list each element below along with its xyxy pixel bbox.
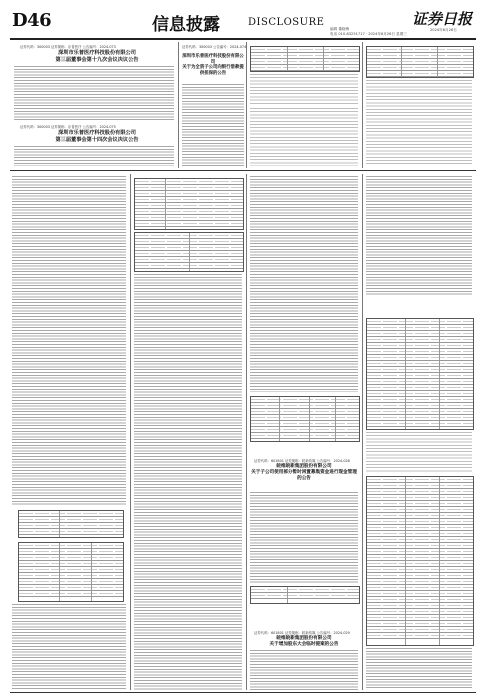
table-row (251, 593, 359, 599)
notice-body-text (12, 604, 126, 690)
notice-body-text (14, 146, 174, 166)
notice-body-text (250, 108, 358, 166)
table-column-rule (405, 319, 406, 429)
stock-code-line: 证券代码：300003 证券简称：乐普医疗 公告编号：2024-073 (20, 45, 116, 49)
notice-title-block (250, 464, 358, 481)
notice-body-text (366, 80, 472, 166)
table-row (367, 71, 473, 77)
notice-company: 皖维皖新集团股份有限公司 (276, 464, 332, 469)
notice-body-text (14, 66, 174, 122)
data-table (366, 46, 474, 78)
table-column-rule (405, 477, 406, 645)
notice-body-text (366, 648, 472, 690)
notice-title: 第三届董事会第十九次会议决议公告 (55, 56, 139, 63)
meta-line: 电话 010-83251717 · 2024年6月26日 星期三 (330, 31, 407, 36)
notice-body-text (366, 176, 472, 296)
notice-title-block (182, 54, 244, 76)
table-column-rule (439, 477, 440, 645)
notice-title: 关于增加股东大会临时提案的公告 (269, 641, 339, 647)
table-row (19, 529, 123, 535)
data-table (366, 476, 474, 646)
notice-title: 第三届董事会第十四次会议决议公告 (55, 136, 139, 143)
notice-title-block (22, 50, 172, 63)
table-row (367, 421, 473, 427)
table-column-rule (59, 543, 60, 601)
meta-line: 编辑 董晓梅 (330, 27, 350, 31)
notice-company: 深圳市乐普医疗科技股份有限公司 (58, 130, 136, 136)
table-column-rule (437, 47, 438, 77)
masthead-meta-left (330, 27, 407, 36)
brand-logo: 证券日报 (411, 10, 472, 28)
table-column-rule (279, 397, 280, 441)
stock-code-line: 证券代码：601801 证券简称：皖新传媒 公告编号：2024-029 (254, 631, 350, 635)
masthead (10, 8, 476, 40)
notice-body-text (182, 84, 244, 166)
table-row (251, 65, 359, 71)
table-row (367, 633, 473, 639)
table-column-rule (287, 587, 288, 603)
notice-body-text (250, 492, 358, 584)
data-table (134, 232, 244, 272)
table-column-rule (439, 319, 440, 429)
notice-body-text (134, 274, 242, 690)
data-table (250, 586, 360, 604)
section-title-en: DISCLOSURE (248, 17, 325, 28)
meta-line: 2024年6月26日 (430, 28, 457, 32)
table-row (19, 591, 123, 597)
notice-company: 深圳市乐普医疗科技股份有限公司 (182, 54, 244, 65)
data-table (18, 542, 124, 602)
column-divider (130, 174, 131, 690)
notice-title: 关于子公司使用部分暂时闲置募集资金进行现金管理的公告 (251, 469, 357, 481)
data-table (250, 46, 360, 72)
masthead-meta-right (430, 28, 457, 33)
stock-code-line: 证券代码：300003 证券简称：乐普医疗 公告编号：2024-075 (20, 125, 116, 129)
column-divider (362, 42, 363, 168)
section-divider (10, 170, 476, 171)
column-divider (246, 42, 247, 168)
column-divider (362, 174, 363, 690)
notice-company: 皖维皖新集团股份有限公司 (276, 636, 332, 641)
data-table (250, 396, 360, 442)
notice-body-text (250, 176, 358, 392)
table-column-rule (91, 543, 92, 601)
page-number: D46 (12, 10, 52, 31)
data-table (134, 178, 244, 230)
page-bottom-rule (10, 692, 476, 693)
data-table (18, 510, 124, 538)
table-column-rule (189, 233, 190, 271)
table-row (135, 221, 243, 227)
notice-body-text (250, 650, 358, 690)
table-column-rule (59, 511, 60, 537)
notice-company: 深圳市乐普医疗科技股份有限公司 (58, 50, 136, 56)
column-divider (246, 174, 247, 690)
column-divider (178, 42, 179, 168)
table-column-rule (165, 179, 166, 229)
notice-title: 关于为全资子公司向银行借款提供担保的公告 (182, 65, 244, 76)
notice-title-block (250, 636, 358, 648)
data-table (366, 318, 474, 430)
stock-code-line: 证券代码：601801 证券简称：皖新传媒 公告编号：2024-028 (254, 459, 350, 463)
notice-body-text (12, 176, 126, 506)
table-row (251, 433, 359, 439)
table-column-rule (335, 397, 336, 441)
stock-code-line: 证券代码：300003 公告编号：2024-074 (182, 45, 247, 49)
notice-body-text (366, 432, 472, 472)
notice-title-block (22, 130, 172, 143)
table-column-rule (323, 47, 324, 71)
section-title: 信息披露 (152, 15, 220, 35)
table-column-rule (309, 397, 310, 441)
notice-body-text (250, 74, 358, 104)
table-column-rule (401, 47, 402, 77)
table-column-rule (287, 47, 288, 71)
